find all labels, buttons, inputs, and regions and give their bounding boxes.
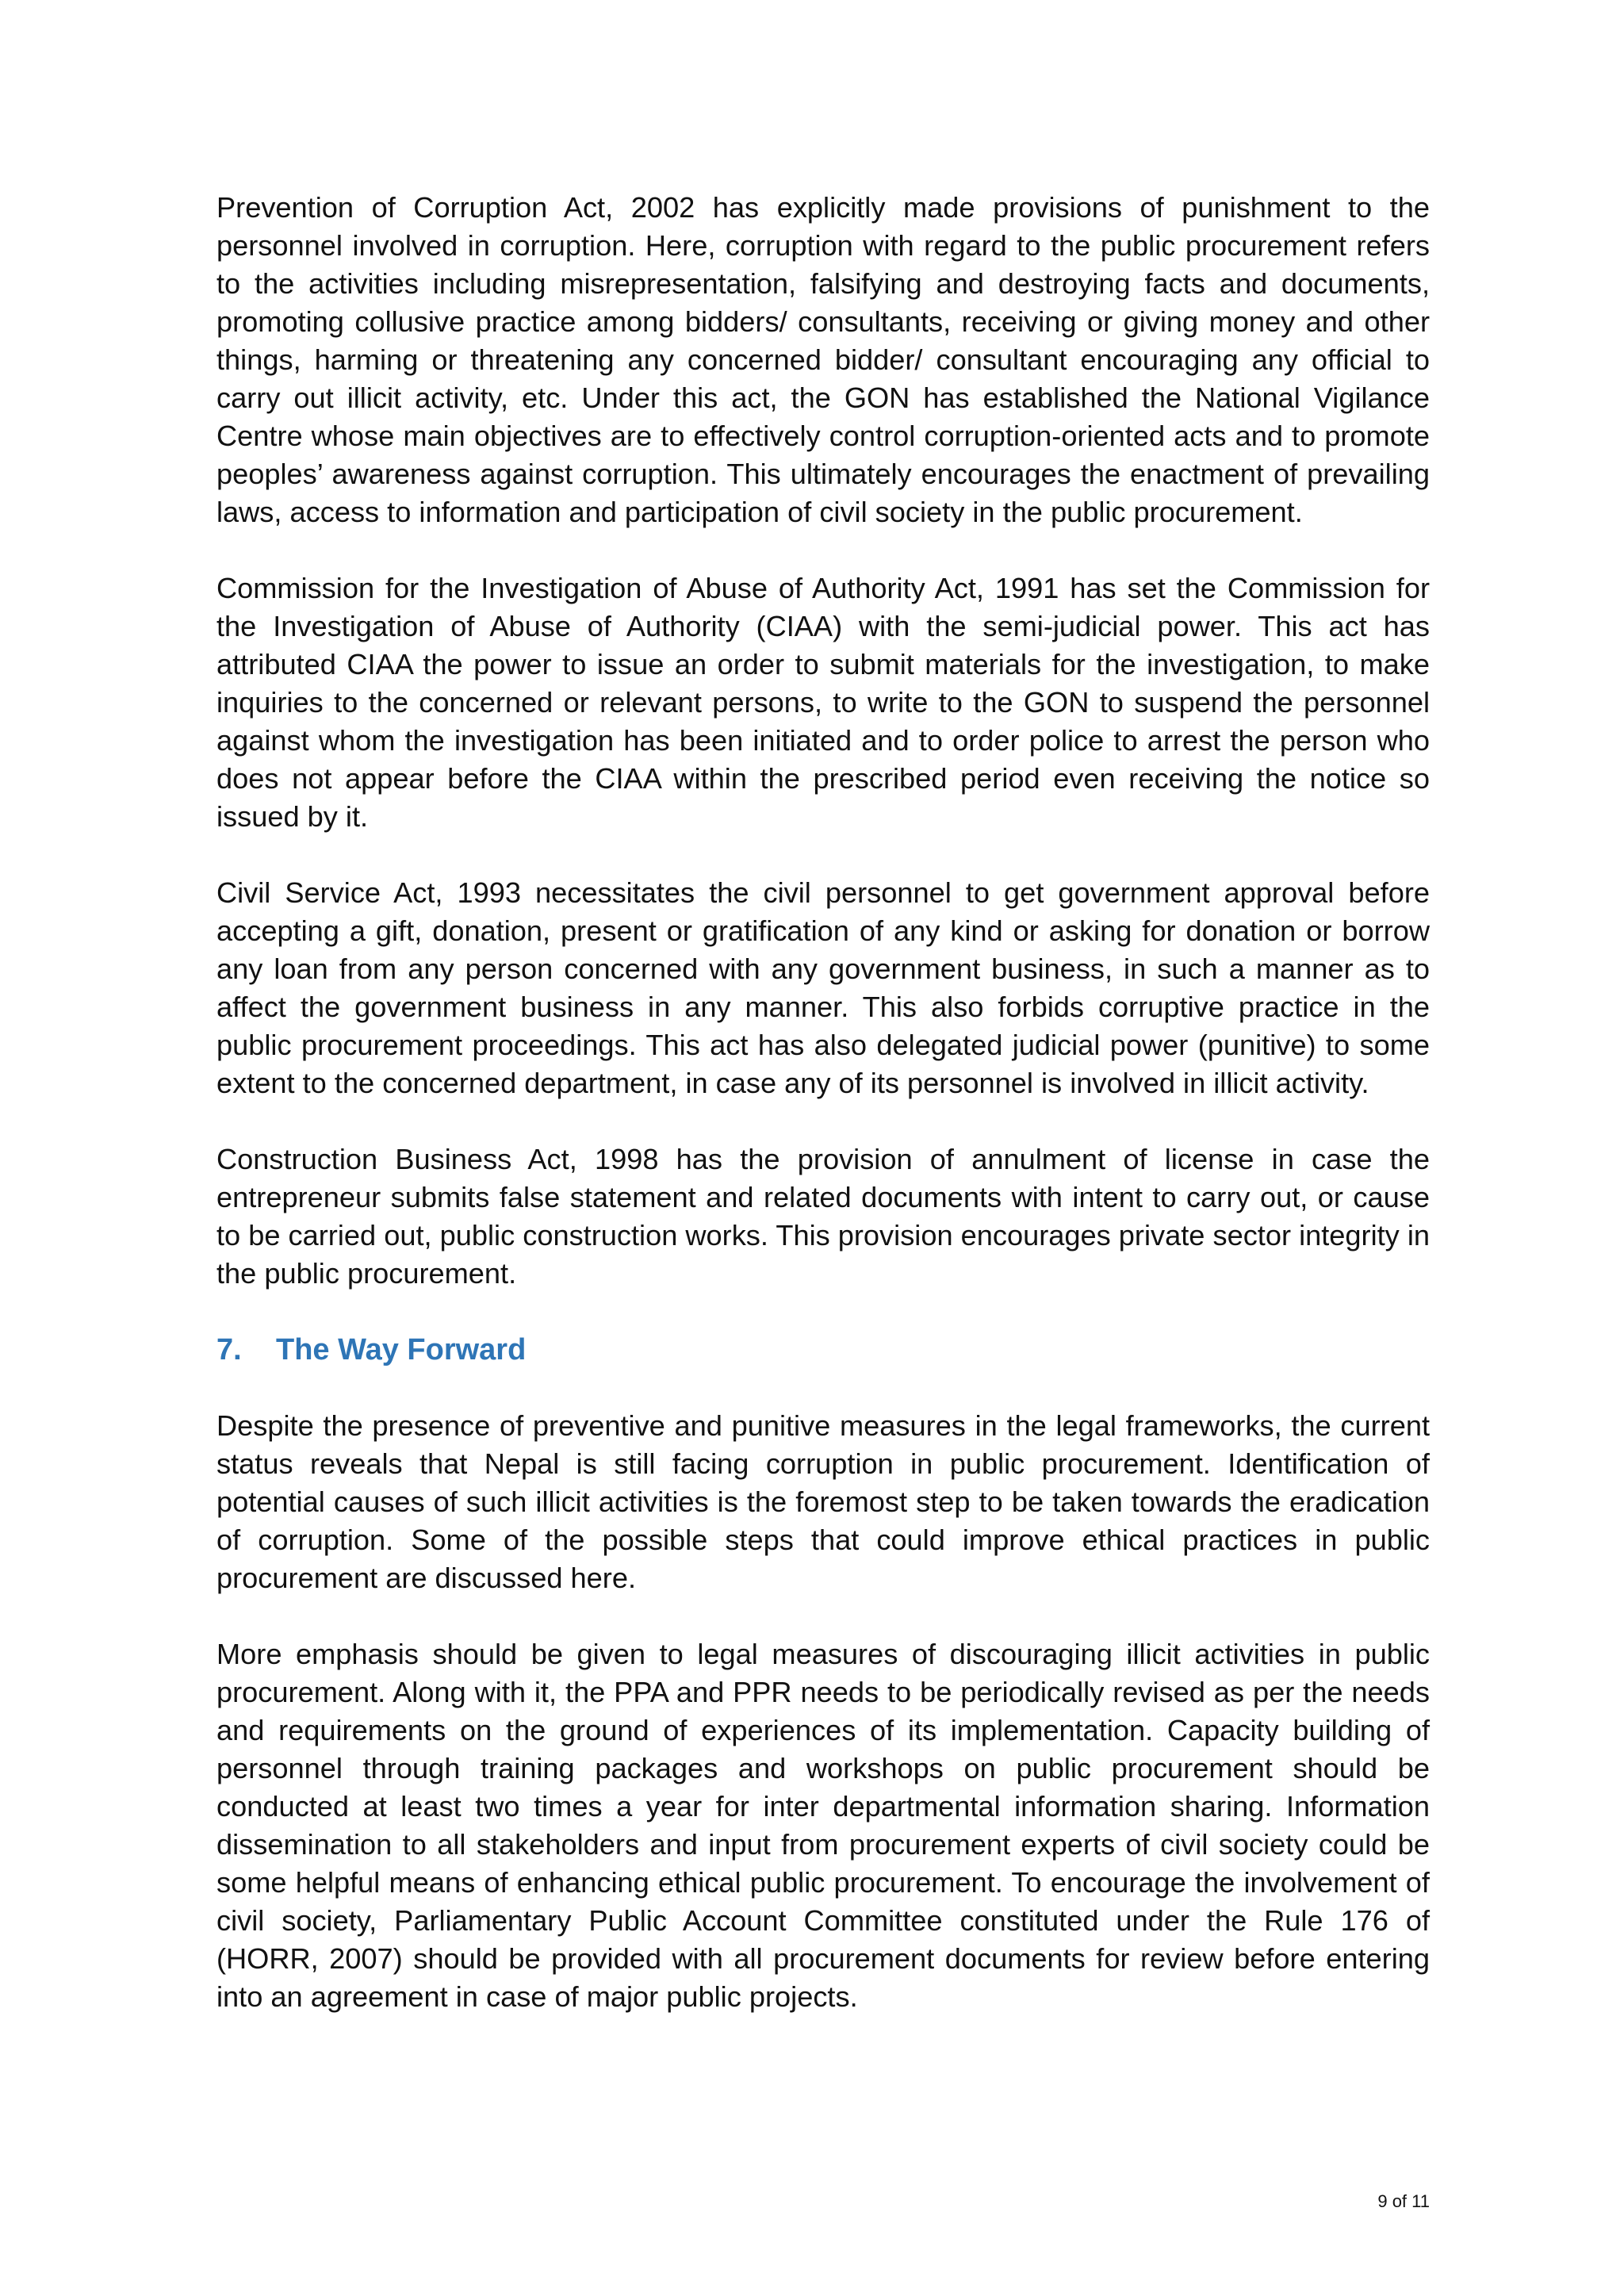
paragraph-way-forward-intro: Despite the presence of preventive and punitive measures in the legal frameworks, the current status reveals that Nepal is still facing corruption in public procurement. Identification of potential causes of such illicit activities is the foremost step to be taken towards the eradication of corruption. Some of the possible steps that could improve ethical practices in public procurement are discussed here.: [216, 1409, 1430, 1594]
page-number: 9 of 11: [1377, 2191, 1430, 2211]
document-body: [216, 189, 1430, 2054]
paragraph-ciaa-act: Commission for the Investigation of Abuse of Authority Act, 1991 has set the Commission for the Investigation of Abuse of Authority (CIAA) with the semi-judicial power. This act has attributed CIAA the power to issue an order to submit materials for the investigation, to make inquiries to the concerned or relevant persons, to write to the GON to suspend the personnel against whom the investigation has been initiated and to order police to arrest the person who does not appear before the CIAA within the prescribed period even receiving the notice so issued by it.: [216, 572, 1430, 833]
section-heading-way-forward: [216, 1331, 1430, 1369]
paragraph-prevention-of-corruption-act: Prevention of Corruption Act, 2002 has explicitly made provisions of punishment to the personnel involved in corruption. Here, corruption with regard to the public procurement refers to the activities including misrepresentation, falsifying and destroying facts and documents, promoting collusive practice among bidders/ consultants, receiving or giving money and other things, harming or threatening any concerned bidder/ consultant encouraging any official to carry out illicit activity, etc. Under this act, the GON has established the National Vigilance Centre whose main objectives are to effectively control corruption-oriented acts and to promote peoples’ awareness against corruption. This ultimately encourages the enactment of prevailing laws, access to information and participation of civil society in the public procurement.: [216, 191, 1430, 528]
paragraph-way-forward-measures: More emphasis should be given to legal measures of discouraging illicit activities in public procurement. Along with it, the PPA and PPR needs to be periodically revised as per the needs and requirements on the ground of experiences of its implementation. Capacity building of personnel through training packages and workshops on public procurement should be conducted at least two times a year for inter departmental information sharing. Information dissemination to all stakeholders and input from procurement experts of civil society could be some helpful means of enhancing ethical public procurement. To encourage the involvement of civil society, Parliamentary Public Account Committee constituted under the Rule 176 of (HORR, 2007) should be provided with all procurement documents for review before entering into an agreement in case of major public projects.: [216, 1638, 1430, 2013]
section-title: The Way Forward: [276, 1333, 527, 1366]
paragraph-civil-service-act: Civil Service Act, 1993 necessitates the civil personnel to get government approval before accepting a gift, donation, present or gratification of any kind or asking for donation or borrow any loan from any person concerned with any government business, in such a manner as to affect the government business in any manner. This also forbids corruptive practice in the public procurement proceedings. This act has also delegated judicial power (punitive) to some extent to the concerned department, in case any of its personnel is involved in illicit activity.: [216, 876, 1430, 1099]
paragraph-construction-business-act: Construction Business Act, 1998 has the provision of annulment of license in case the entrepreneur submits false statement and related documents with intent to carry out, or cause to be carried out, public construction works. This provision encourages private sector integrity in the public procurement.: [216, 1143, 1430, 1290]
section-number: 7.: [216, 1333, 242, 1366]
